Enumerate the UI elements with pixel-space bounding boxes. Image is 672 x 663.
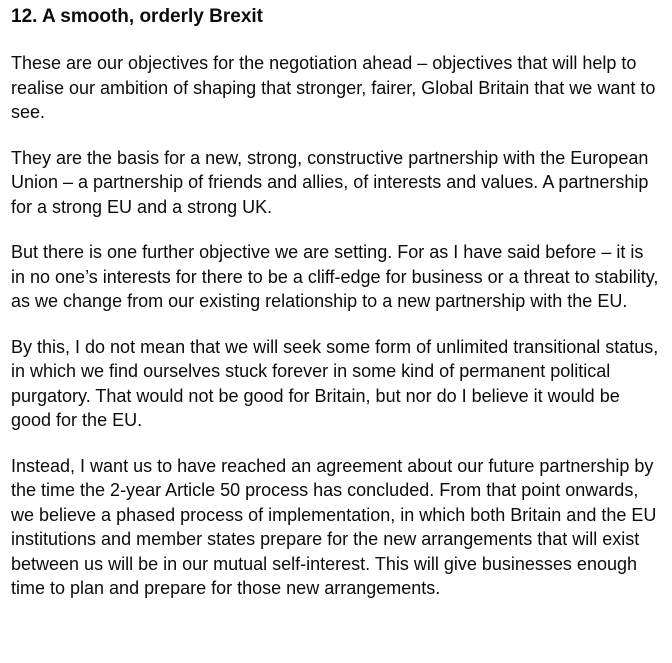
paragraph-cliff-edge: But there is one further objective we are setting. For as I have said before – it is in no one’s interests for there to be a cliff-edge for business or a threat to stability, as we change from our existing relationship to a new partnership with the EU. [11,242,659,311]
paragraph-objectives: These are our objectives for the negotiation ahead – objectives that will help to realise our ambition of shaping that stronger, fairer, Global Britain that we want to see. [11,53,656,122]
paragraph-partnership: They are the basis for a new, strong, constructive partnership with the European Union – a partnership of friends and allies, of interests and values. A partnership for a strong EU and a strong UK. [11,147,649,217]
document-section [11,5,661,601]
paragraph-implementation: Instead, I want us to have reached an agreement about our future partnership by the time the 2-year Article 50 process has concluded. From that point onwards, we believe a phased process of implementation, in which both Britain and the EU institutions and member states prepare for the new arrangements that will exist between us will be in our mutual self-interest. This will give businesses enough time to plan and prepare for those new arrangements. [11,455,657,598]
section-heading: 12. A smooth, orderly Brexit [11,6,263,27]
paragraph-transitional-status: By this, I do not mean that we will seek some form of unlimited transitional status, in which we find ourselves stuck forever in some kind of permanent political purgatory. That would not be good for Britain, but nor do I believe it would be good for the EU. [11,336,659,430]
